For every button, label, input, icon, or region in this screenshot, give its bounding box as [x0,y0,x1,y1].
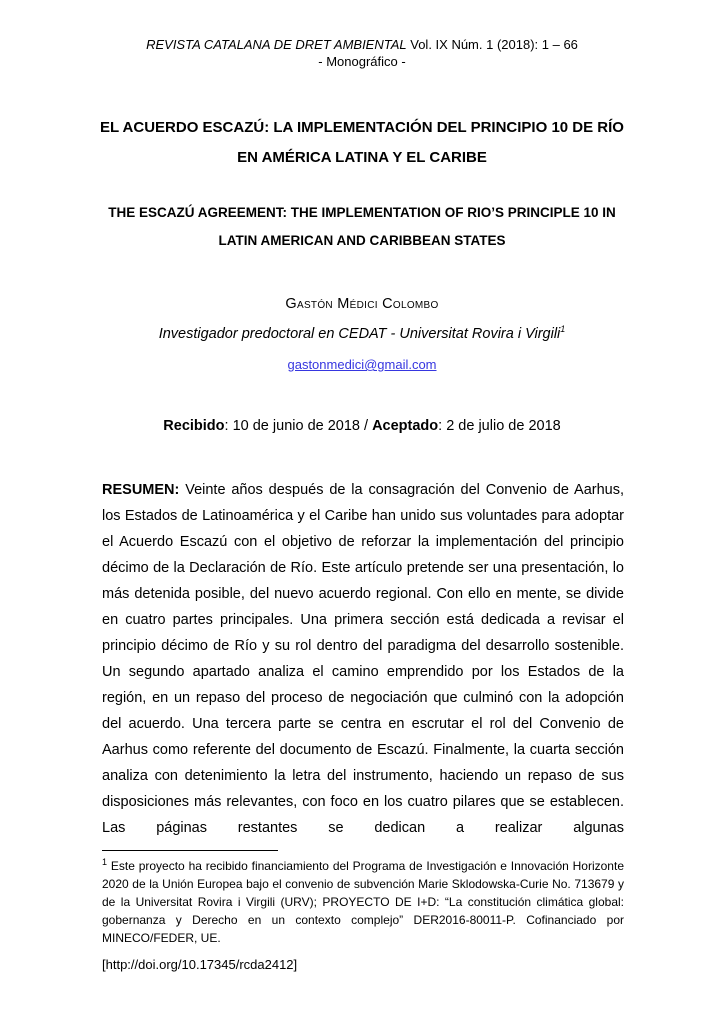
title-es-line-1: EL ACUERDO ESCAZÚ: LA IMPLEMENTACIÓN DEL PRINCIPIO 10 DE RÍO [100,119,624,136]
footnote-separator-rule [102,850,278,851]
received-value: : 10 de junio de 2018 / [224,418,373,434]
journal-name: REVISTA CATALANA DE DRET AMBIENTAL [146,37,407,52]
article-title-spanish [0,113,724,173]
abstract-paragraph [102,477,624,841]
title-es-line-2: EN AMÉRICA LATINA Y EL CARIBE [237,149,487,166]
author-email-link[interactable]: gastonmedici@gmail.com [287,357,437,372]
author-affiliation [0,326,724,342]
dates-line [0,418,724,434]
received-label: Recibido [163,418,225,434]
author-name: Gastón Médici Colombo [285,296,439,312]
journal-header [0,36,724,70]
footnote-marker: 1 [102,857,108,867]
footnote-paragraph [102,857,624,947]
abstract-label: RESUMEN: [102,482,180,498]
accepted-value: : 2 de julio de 2018 [438,418,561,434]
journal-header-line [0,36,724,53]
affiliation-text: Investigador predoctoral en CEDAT - Universitat Rovira i Virgili [158,326,561,342]
accepted-label: Aceptado [372,418,439,434]
title-en-line-2: LATIN AMERICAN AND CARIBBEAN STATES [218,233,506,248]
article-title-english [0,199,724,255]
doi-footer: [http://doi.org/10.17345/rcda2412] [102,957,298,972]
affiliation-footnote-marker: 1 [560,324,566,335]
author-email-row [0,356,724,374]
journal-issue-info: Vol. IX Núm. 1 (2018): 1 – 66 [410,37,578,52]
title-en-line-1: THE ESCAZÚ AGREEMENT: THE IMPLEMENTATION OF RIO’S PRINCIPLE 10 IN [108,205,616,220]
abstract-text: Veinte años después de la consagración del Convenio de Aarhus, los Estados de Latinoamérica y el Caribe han unido sus voluntades para adoptar el Acuerdo Escazú con el objetivo de reforzar la implementación del principio décimo de la Declaración de Río. Este artículo pretende ser una presentación, lo más detenida posible, del nuevo acuerdo regional. Con ello en mente, se divide en cuatro partes principales. Una primera sección está dedicada a revisar el principio décimo de Río y su rol dentro del paradigma del desarrollo sostenible. Un segundo apartado analiza el camino emprendido por los Estados de la región, en un repaso del proceso de negociación que culminó con la adopción del acuerdo. Una tercera parte se centra en escrutar el rol del Convenio de Aarhus como referente del documento de Escazú. Finalmente, la cuarta sección analiza con detenimiento la letra del instrumento, haciendo un repaso de sus disposiciones más relevantes, con foco en los cuatro pilares que se establecen. Las páginas restantes se dedican a realizar algunas [102,482,624,836]
journal-section-label: - Monográfico - [318,54,406,69]
footnote-block [102,850,624,947]
footnote-text: Este proyecto ha recibido financiamiento del Programa de Investigación e Innovación Horizonte 2020 de la Unión Europea bajo el convenio de subvención Marie Sklodowska-Curie No. 713679 y de la Universitat Rovira i Virgili (URV); PROYECTO DE I+D: “La constitución climática global: gobernanza y Derecho en un contexto complejo” DER2016-80011-P. Cofinanciado por MINECO/FEDER, UE. [102,859,624,945]
